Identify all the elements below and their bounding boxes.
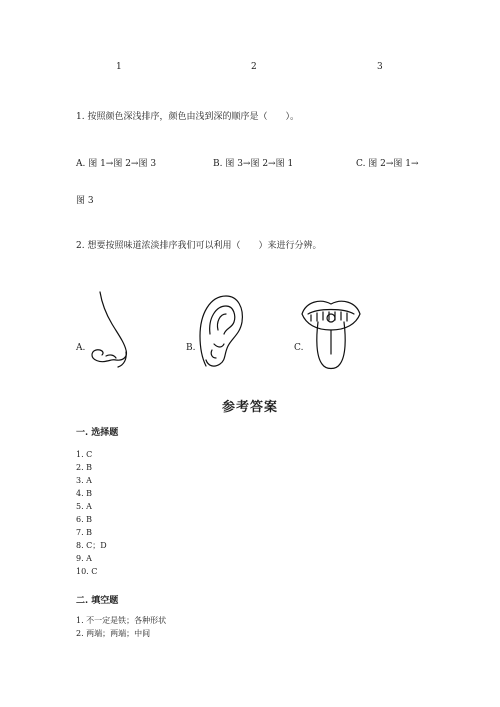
answer-item: 6. B bbox=[76, 515, 93, 524]
question-2-stem: 2. 想要按照味道浓淡排序我们可以利用（ ）来进行分辨。 bbox=[76, 241, 322, 251]
answer-item: 5. A bbox=[76, 502, 92, 511]
answer-item: 1. 不一定是铁；各种形状 bbox=[76, 616, 167, 625]
section-2-heading: 二. 填空题 bbox=[76, 596, 119, 606]
answer-item: 2. 两端；两端；中间 bbox=[76, 629, 151, 638]
question-2-option-a-label: A. bbox=[76, 343, 86, 353]
answer-key-title: 参考答案 bbox=[222, 400, 279, 415]
question-1-option-b: B. 图 3→图 2→图 1 bbox=[213, 159, 294, 169]
section-1-heading: 一. 选择题 bbox=[76, 428, 119, 438]
question-2-option-c-label: C. bbox=[294, 343, 304, 353]
figure-number-2: 2 bbox=[251, 62, 257, 72]
figure-number-1: 1 bbox=[116, 62, 122, 72]
nose-icon bbox=[86, 290, 136, 370]
answer-item: 7. B bbox=[76, 528, 93, 537]
answer-item: 10. C bbox=[76, 567, 98, 576]
question-1-option-c: C. 图 2→图 1→ bbox=[356, 159, 419, 169]
answer-list-section-1 bbox=[76, 448, 107, 578]
tongue-icon bbox=[298, 294, 364, 374]
ear-icon bbox=[196, 290, 246, 370]
answer-item: 8. C；D bbox=[76, 541, 107, 550]
answer-item: 9. A bbox=[76, 554, 92, 563]
answer-item: 2. B bbox=[76, 463, 93, 472]
question-1-option-c-wrap: 图 3 bbox=[76, 196, 94, 206]
answer-item: 3. A bbox=[76, 476, 92, 485]
answer-item: 1. C bbox=[76, 450, 93, 459]
question-1-option-a: A. 图 1→图 2→图 3 bbox=[76, 159, 157, 169]
answer-list-section-2 bbox=[76, 614, 166, 640]
question-1-stem: 1. 按照颜色深浅排序，颜色由浅到深的顺序是（ ）。 bbox=[76, 112, 299, 122]
question-2-option-b-label: B. bbox=[186, 343, 196, 353]
figure-number-3: 3 bbox=[377, 62, 383, 72]
answer-item: 4. B bbox=[76, 489, 93, 498]
